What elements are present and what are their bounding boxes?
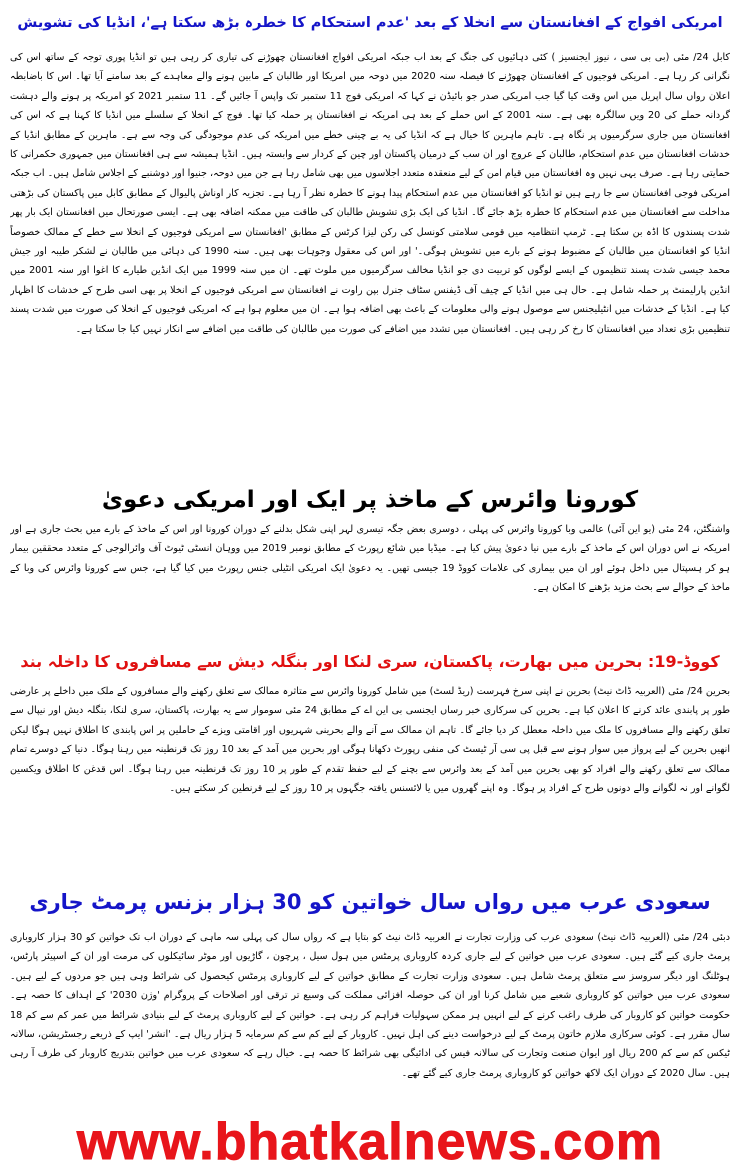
article-4-body: دبئی 24/ مئی (العربیہ ڈاٹ نیٹ) سعودی عرب کی وزارت تجارت نے العربیہ ڈاٹ نیٹ کو بتایا ہے کہ رواں سال کی پہلی سہ ماہی کے دوران اب تک خواتین کو 30 ہزار کاروباری پرمٹ جاری کیے گئے ہیں۔ سعودی عرب میں خواتین کے لیے جاری کردہ کاروباری پرمٹس میں ہول سیل ، پرچون ، گاڑیوں اور موٹر سائیکلوں کی مرمت اور ان کے اسپیئر پارٹس، ہوٹلنگ اور دیگر سروسز سے متعلق پرمٹ شامل ہیں۔ سعودی وزارت تجارت کے مطابق خواتین کے لیے کاروباری پرمٹس کیحصول کی شرائط وہی ہیں جو مردوں کے لیے ہیں۔ سعودی عرب میں خواتین کو کاروباری شعبے میں شامل کرنا اور ان کی حوصلہ افزائی مملکت کی وسیع تر ترقی اور اصلاحات کے پروگرام 'وژن 2030' کے اہداف کا حصہ ہے۔ حکومت خواتین کو کاروبار کی طرف راغب کرنے کے لیے انہیں ہر ممکن سہولیات فراہم کر رہی ہے۔ خواتین کے لیے کاروباری پرمٹ کے لیے بنیادی شرائط میں عمر کم سے کم 18 سال مقرر ہے۔ کوئی سرکاری ملازم خاتون پرمٹ کے لیے درخواست دینے کی اہل نہیں۔ کاروبار کے لیے کم سے کم سرمایہ 5 ہزار ریال ہے۔ 'انشر' ایپ کے ذریعے رجسٹریشن، سالانہ ٹیکس کم سے کم 200 ریال اور ایوان صنعت وتجارت کی سالانہ فیس کی ادائیگی بھی شرائط کا حصہ ہے۔ خیال رہے کہ سعودی عرب میں خواتین بتدریج کاروبار کی طرف آ رہی ہیں۔ سال 2020 کے دوران ایک لاکھ خواتین کو کاروباری پرمٹ جاری کیے گئے تھے۔: [10, 932, 730, 1079]
article-4-headline: سعودی عرب میں رواں سال خواتین کو 30 ہزار بزنس پرمٹ جاری: [29, 890, 711, 914]
website-url: www.bhatkalnews.com: [76, 1113, 664, 1171]
article-2-headline: کورونا وائرس کے ماخذ پر ایک اور امریکی دعویٰ: [101, 487, 639, 513]
article-3-headline: کووڈ-19: بحرین میں بھارت، پاکستان، سری لنکا اور بنگلہ دیش سے مسافروں کا داخلہ بند: [20, 652, 720, 671]
website-banner: [0, 1113, 740, 1171]
article-1-body: کابل 24/ مئی (بی بی سی ، نیوز ایجنسیز ) کئی دہائیوں کی جنگ کے بعد اب جبکہ امریکی افواج افغانستان چھوڑنے کی تیاری کر رہی ہیں تو انڈیا پوری توجہ کے ساتھ اس کی نگرانی کر رہا ہے۔ امریکی فوجیوں کے افغانستان چھوڑنے کا فیصلہ سنہ 2020 میں دوحہ میں امریکا اور طالبان کے مابین ہونے والے معاہدے کے بعد سامنے آیا تھا۔ اس کا باضابطہ اعلان رواں سال اپریل میں اس وقت کیا گیا جب امریکی صدر جو بائیڈن نے کہا کہ امریکی فوج 11 ستمبر تک واپس آ جائیں گے۔ 11 ستمبر 2021 کو امریکہ پر ہونے والے دہشت گردانہ حملے کی 20 ویں سالگرہ بھی ہے۔ سنہ 2001 کے اس حملے کے بعد ہی امریکہ نے افغانستان پر حملہ کیا تھا۔ فوج کے انخلا کے سلسلے میں انڈیا کا کہنا ہے کہ اس کی افغانستان میں جاری سرگرمیوں پر نگاہ ہے۔ تاہم ماہرین کا خیال ہے کہ انڈیا کی یہ بے چینی خطے میں امریکہ کی عدم موجودگی کی وجہ سے ہے۔ ماہرین کے مطابق انڈیا کے خدشات افغانستان میں عدم استحکام، طالبان کے عروج اور ان سب کے درمیان پاکستان اور چین کے کردار سے وابستہ ہیں۔ انڈیا ہمیشہ سے ہی افغانستان میں جمہوری حکمرانی کا حمایتی رہا ہے۔ صرف یہی نہیں وہ افغانستان میں قیام امن کے لیے منعقدہ متعدد اجلاسوں میں بھی شامل رہا ہے جن میں دوحہ، جنیوا اور دوشنبے کے اجلاس شامل ہیں۔ اب جبکہ امریکی فوجی افغانستان سے جا رہے ہیں تو انڈیا کو افغانستان میں عدم استحکام پیدا ہونے کا خطرہ نظر آ رہا ہے۔ تجزیہ کار اوناش پالیوال کے مطابق کابل میں پاکستان کی بڑھتی مداخلت سے افغانستان میں عدم استحکام کا خطرہ بڑھ جائے گا۔ انڈیا کی ایک بڑی تشویش طالبان کی طاقت میں ممکنہ اضافہ بھی ہے۔ ایسی صورتحال میں افغانستان ایک بار پھر شدت پسندوں کا اڈہ بن سکتا ہے۔ ٹرمپ انتظامیہ میں قومی سلامتی کونسل کی رکن لیزا کرٹس کے مطابق 'افغانستان سے امریکی فوجیوں کے انخلا سے خطے کے ممالک خصوصاً انڈیا کو افغانستان میں طالبان کے مضبوط ہونے کے بارے میں تشویش ہوگی۔' اور اس کی معقول وجوہات بھی ہیں۔ سنہ 1990 کی دہائی میں طالبان نے لشکر طیبہ اور جیش محمد جیسی شدت پسند تنظیموں کے ایسے لوگوں کو تربیت دی جو انڈیا مخالف سرگرمیوں میں ملوث تھے۔ ان میں سنہ 1999 میں ایک انڈین طیارے کا اغوا اور سنہ 2001 میں انڈین پارلیمنٹ پر حملہ شامل ہے۔ حال ہی میں انڈیا کے چیف آف ڈیفنس سٹاف جنرل بپن راوت نے افغانستان سے امریکی فوجیوں کے انخلا پر بھی اسی طرح کے خدشات کا اظہار کیا ہے۔ انڈیا کے خدشات میں انٹیلیجنس سے موصول ہونے والی معلومات کے باعث بھی اضافہ ہوا ہے۔ ان میں معلوم ہوا ہے کہ امریکی فوجیوں کے انخلا کی صورت میں شدت پسند تنظیمیں بڑی تعداد میں افغانستان کا رخ کر رہی ہیں۔ افغانستان میں تشدد میں اضافے کی صورت میں طالبان کی طاقت میں اضافے سے انکار نہیں کیا جا سکتا ہے۔: [10, 52, 730, 335]
article-3-body: بحرین 24/ مئی (العربیہ ڈاٹ نیٹ) بحرین نے اپنی سرخ فہرست (ریڈ لسٹ) میں شامل کورونا وائرس سے متاثرہ ممالک سے تعلق رکھنے والے مسافروں کے ملک میں داخلے پر عارضی طور پر پابندی عائد کرنے کا اعلان کیا ہے۔ بحرین کی سرکاری خبر رساں ایجنسی بی این اے کے مطابق 24 مئی سوموار سے یہ بھارت، پاکستان، سری لنکا، بنگلہ دیش اور نیپال سے تعلق رکھنے والے مسافروں کا ملک میں داخلہ معطل کر دیا جائے گا۔ تاہم ان ممالک سے آنے والے بحرینی شہریوں اور اقامتی ویزے کے حاملین پر اس پابندی کا اطلاق نہیں ہوگا لیکن انھیں بحرین کے لیے پرواز میں سوار ہونے سے قبل پی سی آر ٹیسٹ کی منفی رپورٹ دکھانا ہوگی اور بحرین میں آمد کے بعد 10 روز تک قرنطینہ میں رہنا ہوگا۔ دنیا کے دوسرے تمام ممالک سے تعلق رکھنے والے افراد کو بھی بحرین میں آمد کے بعد وائرس سے بچنے کے لیے حفظ تقدم کے طور پر 10 روز تک قرنطینہ میں رہنا ہوگا۔ اس قدغن کا اطلاق ویکسین لگوانے اور نہ لگوانے والے دونوں طرح کے افراد پر ہوگا۔ وہ اپنے گھروں میں یا لائسنس یافتہ جگہوں پر 10 روز کے لیے قرنطین کر سکتے ہیں۔: [10, 686, 730, 795]
article-2-body: واشنگٹن، 24 مئی (یو این آئی) عالمی وبا کورونا وائرس کی پہلی ، دوسری بعض جگہ تیسری لہر اپنی شکل بدلنے کے دوران کورونا اور اس کے ماخذ کے بارے میں بحث جاری ہے اور امریکہ نے اس دوران اس کے ماخذ کے بارے میں نیا دعویٰ پیش کیا ہے۔ میڈیا میں شائع رپورٹ کے مطابق نومبر 2019 میں ووہان انسٹی ٹیوٹ آف وائرالوجی کے متعدد محققین بیمار ہو کر ہسپتال میں داخل ہوئے اور ان میں بیماری کی علامات کووڈ 19 جیسی تھیں۔ یہ دعویٰ ایک امریکی انٹیلی جنس رپورٹ میں کیا گیا ہے، جس سے کورونا وائرس کی وبا کے ماخذ کے حوالے سے بحث مزید بڑھنے کا امکان ہے۔: [10, 524, 730, 594]
article-1-headline: امریکی افواج کے افغانستان سے انخلا کے بعد 'عدم استحکام کا خطرہ بڑھ سکتا ہے'، انڈیا کی تشویش: [17, 15, 723, 31]
